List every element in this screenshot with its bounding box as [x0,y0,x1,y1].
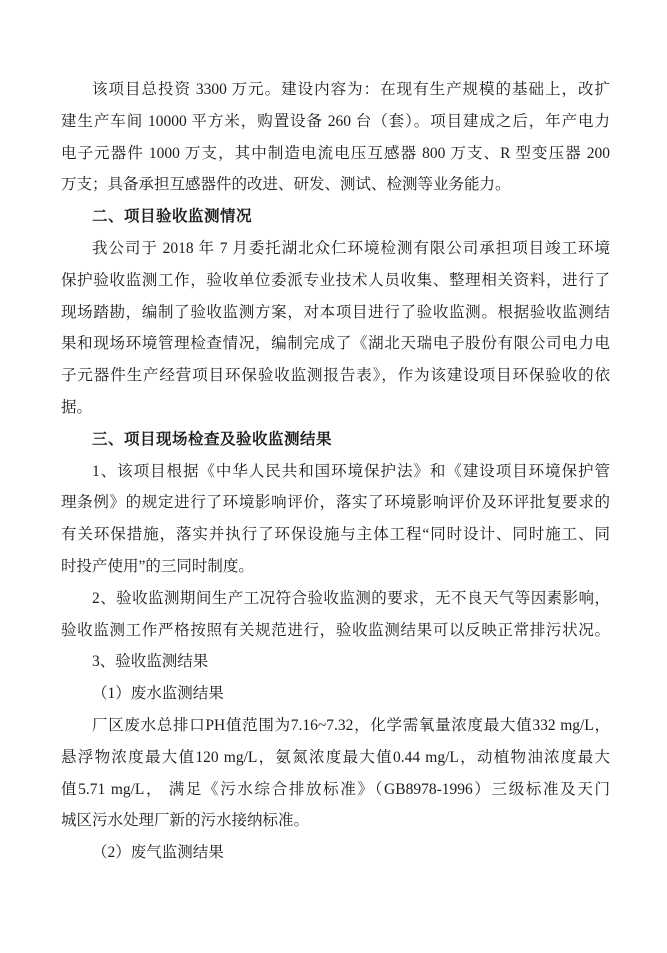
document-text-line: 验收监测工作严格按照有关规范进行，验收监测结果可以反映正常排污状况。 [61,621,610,639]
document-text-line: 果和现场环境管理检查情况，编制完成了《湖北天瑞电子股份有限公司电力电 [61,335,610,353]
document-text-line: 悬浮物浓度最大值120 mg/L，氨氮浓度最大值0.44 mg/L，动植物油浓度最大 [61,748,610,766]
document-body [61,74,610,869]
document-text-line: 有关环保措施，落实并执行了环保设施与主体工程“同时设计、同时施工、同 [61,526,610,544]
document-text-line: 据。 [61,398,93,416]
document-text-line: 1、该项目根据《中华人民共和国环境保护法》和《建设项目环境保护管 [92,462,610,480]
document-text-line: 保护验收监测工作，验收单位委派专业技术人员收集、整理相关资料，进行了 [61,271,610,289]
document-text-line: 3、验收监测结果 [92,653,209,671]
document-text-line: （1）废水监测结果 [92,685,224,703]
document-text-line: 时投产使用”的三同时制度。 [61,557,254,575]
document-text-line: 万支；具备承担互感器件的改进、研发、测试、检测等业务能力。 [61,176,511,194]
section-heading: 二、项目验收监测情况 [92,208,253,226]
document-text-line: 城区污水处理厂新的污水接纳标准。 [61,812,310,830]
document-text-line: 我公司于 2018 年 7 月委托湖北众仁环境检测有限公司承担项目竣工环境 [92,239,610,257]
document-text-line: 值5.71 mg/L， 满足《污水综合排放标准》（GB8978-1996）三级标准及天门 [61,780,610,798]
document-text-line: 电子元器件 1000 万支，其中制造电流电压互感器 800 万支、R 型变压器 200 [61,144,610,162]
section-heading: 三、项目现场检查及验收监测结果 [92,430,333,448]
document-text-line: 2、验收监测期间生产工况符合验收监测的要求，无不良天气等因素影响， [92,589,610,607]
document-text-line: （2）废气监测结果 [92,844,224,862]
document-text-line: 建生产车间 10000 平方米，购置设备 260 台（套）。项目建成之后，年产电力 [61,112,610,130]
document-text-line: 子元器件生产经营项目环保验收监测报告表》，作为该建设项目环保验收的依 [61,367,610,385]
document-text-line: 现场踏勘，编制了验收监测方案，对本项目进行了验收监测。根据验收监测结 [61,303,610,321]
document-text-line: 理条例》的规定进行了环境影响评价，落实了环境影响评价及环评批复要求的 [61,494,610,512]
document-text-line: 厂区废水总排口PH值范围为7.16~7.32，化学需氧量浓度最大值332 mg/L， [92,716,610,734]
document-text-line: 该项目总投资 3300 万元。建设内容为：在现有生产规模的基础上，改扩 [92,81,610,98]
